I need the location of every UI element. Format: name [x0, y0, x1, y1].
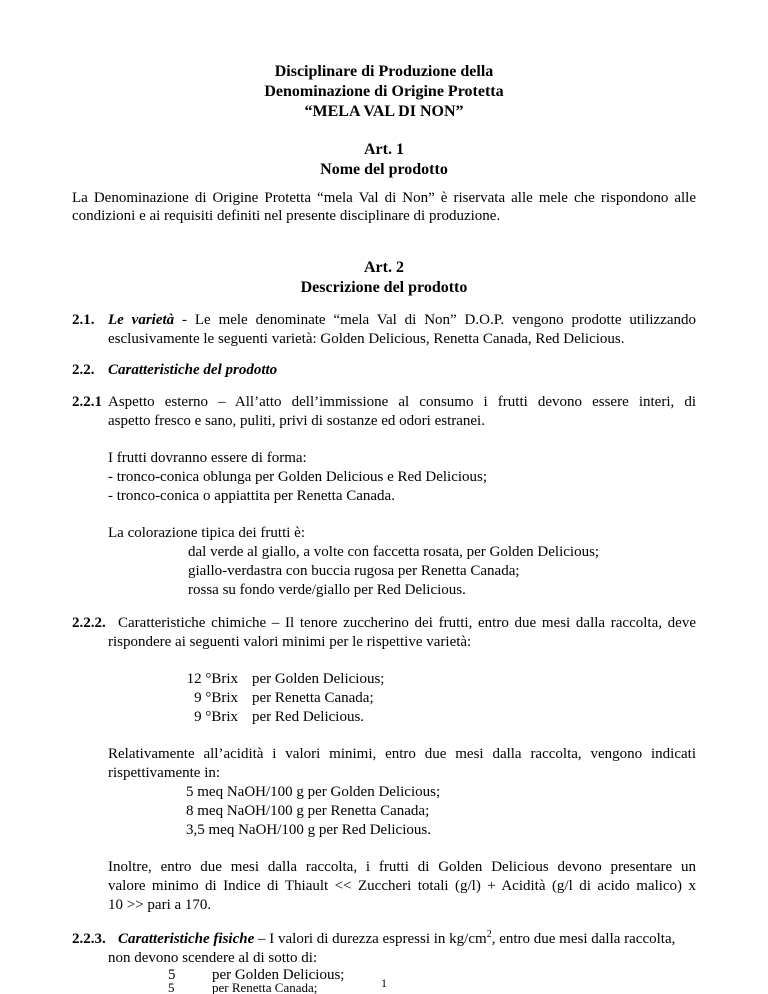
section-2-2-2-line2: rispondere ai seguenti valori minimi per le rispettive varietà:	[108, 634, 472, 650]
brix-variety: per Golden Delicious;	[252, 671, 385, 687]
doc-title-line1: Disciplinare di Produzione della	[274, 63, 494, 80]
art2-heading: Art. 2	[364, 259, 404, 276]
art1-subheading: Nome del prodotto	[320, 161, 448, 178]
acidity-item-3: 3,5 meq NaOH/100 g per Red Delicious.	[186, 822, 431, 838]
color-intro: La colorazione tipica dei frutti è:	[108, 525, 305, 541]
thiault-line1: Inoltre, entro due mesi dalla raccolta, i frutti di Golden Delicious devono presentare un	[108, 859, 696, 875]
section-2-2-3-title: Caratteristiche fisiche	[118, 931, 255, 947]
doc-title-line3: “MELA VAL DI NON”	[304, 103, 464, 120]
hardness-value: 5	[168, 967, 176, 983]
brix-variety: per Renetta Canada;	[252, 690, 374, 706]
shape-item-2: - tronco-conica o appiattita per Renetta Canada.	[108, 488, 395, 504]
hardness-variety: per Renetta Canada;	[212, 982, 318, 994]
section-2-2-2-number: 2.2.2.	[72, 615, 106, 631]
section-2-1-title: Le varietà	[108, 312, 175, 328]
acidity-line1: Relativamente all’acidità i valori minimi, entro due mesi dalla raccolta, vengono indicati	[108, 746, 696, 762]
superscript-two: 2	[486, 929, 492, 940]
acidity-line2: rispettivamente in:	[108, 765, 221, 781]
art1-text-line2: condizioni e ai requisiti definiti nel presente disciplinare di produzione.	[72, 208, 501, 224]
brix-value: 9 °Brix	[194, 690, 238, 706]
brix-value: 9 °Brix	[194, 709, 238, 725]
section-2-2-1-line1: Aspetto esterno – All’atto dell’immissione al consumo i frutti devono essere interi, di	[108, 394, 696, 410]
acidity-item-1: 5 meq NaOH/100 g per Golden Delicious;	[186, 784, 441, 800]
section-2-2-3-line1	[118, 929, 675, 949]
brix-value: 12 °Brix	[186, 671, 238, 687]
shape-intro: I frutti dovranno essere di forma:	[108, 450, 307, 466]
section-2-2-1-line2: aspetto fresco e sano, puliti, privi di sostanze ed odori estranei.	[108, 413, 485, 429]
shape-item-1: - tronco-conica oblunga per Golden Delicious e Red Delicious;	[108, 469, 488, 485]
color-item-1: dal verde al giallo, a volte con faccetta rosata, per Golden Delicious;	[188, 544, 600, 560]
color-item-2: giallo-verdastra con buccia rugosa per Renetta Canada;	[188, 563, 520, 579]
section-2-1-line1	[108, 310, 696, 330]
hardness-variety: per Golden Delicious;	[212, 967, 345, 983]
section-2-1-rest: - Le mele denominate “mela Val di Non” D.O.P. vengono prodotte utilizzando	[174, 312, 696, 328]
section-2-1-number: 2.1.	[72, 312, 95, 328]
acidity-item-2: 8 meq NaOH/100 g per Renetta Canada;	[186, 803, 430, 819]
section-2-2-number: 2.2.	[72, 362, 95, 378]
color-item-3: rossa su fondo verde/giallo per Red Delicious.	[188, 582, 466, 598]
section-2-2-2-line1: Caratteristiche chimiche – Il tenore zuccherino dei frutti, entro due mesi dalla raccolta, deve	[118, 615, 696, 631]
hardness-value: 5	[168, 982, 175, 994]
thiault-line2: valore minimo di Indice di Thiault << Zuccheri totali (g/l) + Acidità (g/l di acido malico) x	[108, 878, 696, 894]
section-2-2-1-number: 2.2.1	[72, 394, 102, 410]
art2-subheading: Descrizione del prodotto	[300, 279, 468, 296]
section-2-2-title: Caratteristiche del prodotto	[108, 362, 278, 378]
brix-variety: per Red Delicious.	[252, 709, 365, 725]
section-2-2-3-rest: – I valori di durezza espressi in kg/cm	[254, 931, 487, 947]
section-2-2-3-line2: non devono scendere al di sotto di:	[108, 950, 318, 966]
art1-heading: Art. 1	[364, 141, 404, 158]
thiault-line3: 10 >> pari a 170.	[108, 897, 212, 913]
section-2-1-line2: esclusivamente le seguenti varietà: Golden Delicious, Renetta Canada, Red Delicious.	[108, 331, 625, 347]
doc-title-line2: Denominazione di Origine Protetta	[264, 83, 504, 100]
art1-text-line1: La Denominazione di Origine Protetta “mela Val di Non” è riservata alle mele che rispondono alle	[72, 190, 696, 206]
page-number: 1	[381, 976, 387, 990]
section-2-2-3-number: 2.2.3.	[72, 931, 106, 947]
section-2-2-3-rest-b: , entro due mesi dalla raccolta,	[491, 931, 676, 947]
